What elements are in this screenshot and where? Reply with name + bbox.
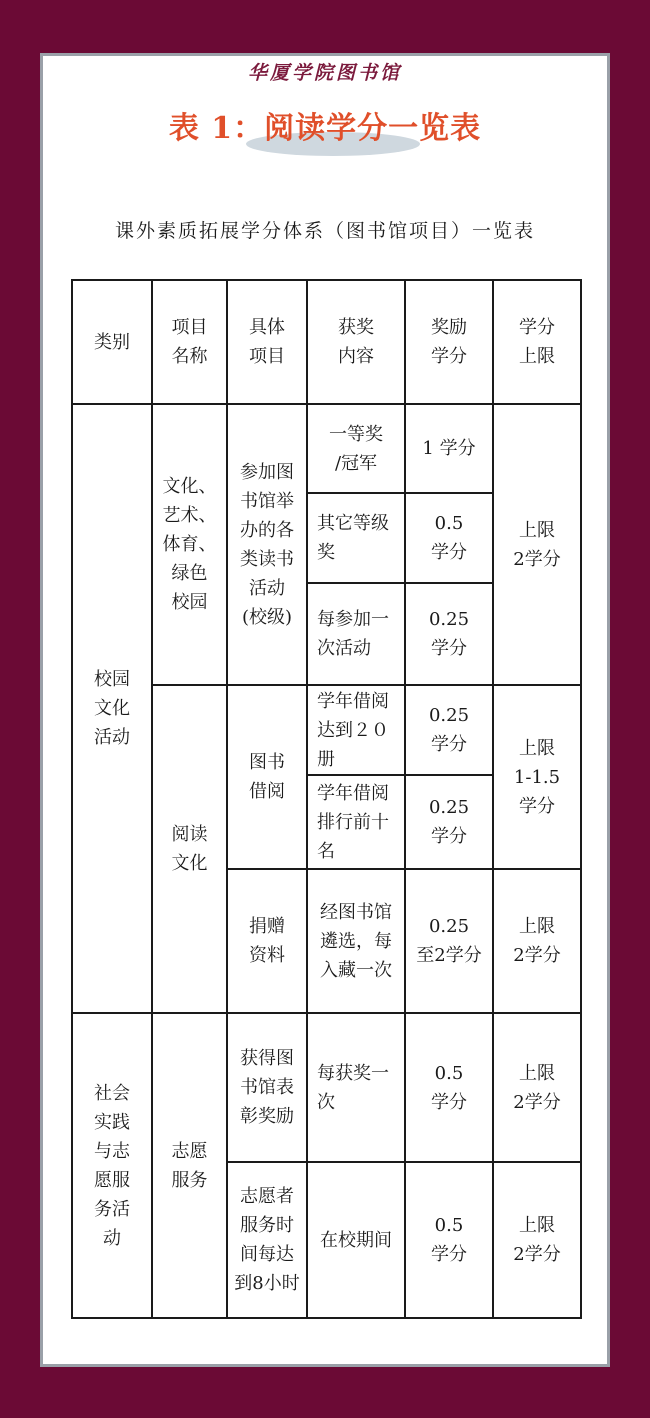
cap-honor: 上限 2学分 [513,1062,561,1113]
specific-reading-activities: 参加图 书馆举 办的各 类读书 活动 (校级) [240,461,294,628]
library-brand: 华厦学院图书馆 [247,62,402,84]
credit-donation: 0.25 至2学分 [416,916,482,966]
cap-volunteer-hours: 上限 2学分 [513,1215,561,1265]
item-reading-culture: 阅读 文化 [171,824,208,874]
cap-donation: 上限 2学分 [513,916,561,966]
header-item-name: 项目 名称 [171,317,208,367]
header-credit-cap: 学分 上限 [519,317,555,367]
award-per-honor: 每获奖一 次 [317,1062,389,1113]
item-volunteer-service: 志愿 服务 [171,1140,208,1191]
award-borrow-top10: 学年借阅 排行前十 名 [317,782,389,862]
page-title: 表 1：阅读学分一览表 [168,111,482,146]
award-during-school: 在校期间 [320,1229,392,1251]
category-social-practice: 社会 实践 与志 愿服 务活 动 [94,1082,130,1249]
category-campus-culture: 校园 文化 活动 [94,669,130,748]
credit-participation: 0.25 学分 [428,609,470,659]
header-award-content: 获奖 内容 [338,317,374,367]
credit-other-prize: 0.5 学分 [431,513,467,563]
specific-volunteer-hours: 志愿者 服务时 间每达 到8小时 [234,1186,300,1294]
header-category: 类别 [94,331,130,353]
specific-library-honor: 获得图 书馆表 彰奖励 [240,1048,294,1127]
award-first-prize: 一等奖 /冠军 [329,423,383,474]
specific-book-borrowing: 图书 借阅 [249,752,285,802]
award-participation: 每参加一 次活动 [317,609,389,659]
cap-borrowing: 上限 1-1.5 学分 [513,737,561,817]
credit-first-prize: 1 学分 [422,438,476,459]
table-subtitle: 课外素质拓展学分体系（图书馆项目）一览表 [114,220,535,242]
award-borrow-20: 学年借阅 达到２０ 册 [317,690,389,770]
award-other-prize: 其它等级 奖 [317,513,389,563]
credit-borrow-20: 0.25 学分 [428,705,470,755]
header-reward-credit: 奖励 学分 [431,317,467,367]
award-donation: 经图书馆 遴选，每 入藏一次 [320,901,392,981]
item-culture-arts-sports: 文化、 艺术、 体育、 绿色 校园 [162,476,217,613]
header-specific-item: 具体 项目 [249,317,285,367]
specific-donate-materials: 捐赠 资料 [249,916,285,966]
credit-borrow-top10: 0.25 学分 [428,797,470,847]
credit-honor: 0.5 学分 [431,1062,467,1113]
cap-activities: 上限 2学分 [513,519,561,570]
credit-volunteer-hours: 0.5 学分 [431,1215,467,1265]
